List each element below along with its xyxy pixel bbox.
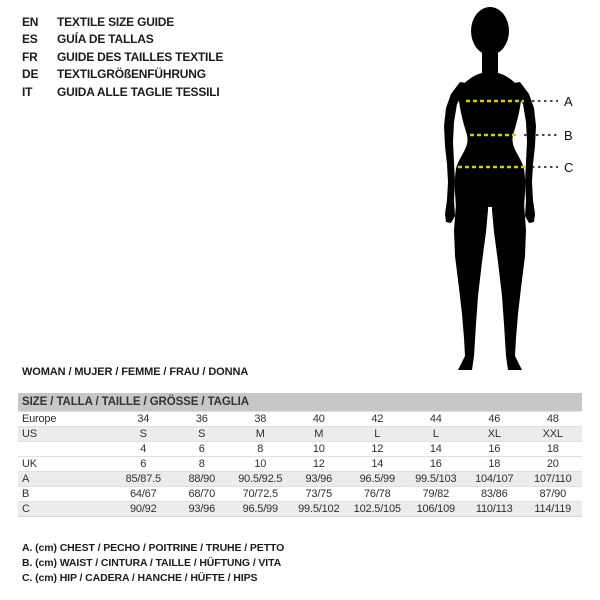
table-cell: 107/110 (524, 472, 583, 487)
table-cell: 14 (407, 442, 466, 457)
table-header-row (18, 393, 582, 412)
lang-code: IT (22, 84, 33, 99)
lang-row-de (22, 66, 223, 84)
table-row-us (18, 427, 582, 442)
size-figure (420, 4, 600, 376)
table-cell: 85/87.5 (114, 472, 173, 487)
group-title: WOMAN / MUJER / FEMME / FRAU / DONNA (22, 366, 249, 378)
table-cell: 20 (524, 457, 583, 472)
table-cell: 93/96 (173, 502, 232, 517)
language-title-block (22, 13, 223, 101)
lang-row-it (22, 83, 223, 101)
lang-row-en (22, 13, 223, 31)
row-label: Europe (18, 412, 114, 427)
table-cell: 36 (173, 412, 232, 427)
table-cell: 16 (465, 442, 524, 457)
table-cell: 64/67 (114, 487, 173, 502)
table-row-chest-a (18, 472, 582, 487)
table-cell: 10 (290, 442, 349, 457)
table-cell: 90.5/92.5 (231, 472, 290, 487)
table-cell: 114/119 (524, 502, 583, 517)
table-cell: M (231, 427, 290, 442)
table-cell: 8 (173, 457, 232, 472)
table-cell: L (348, 427, 407, 442)
table-cell: 6 (173, 442, 232, 457)
lang-code: ES (22, 32, 38, 47)
table-cell: L (407, 427, 466, 442)
row-label: B (18, 487, 114, 502)
lang-row-es (22, 31, 223, 49)
table-cell: S (114, 427, 173, 442)
table-cell: 68/70 (173, 487, 232, 502)
table-cell: 18 (465, 457, 524, 472)
woman-silhouette-icon (420, 4, 600, 376)
table-cell: 90/92 (114, 502, 173, 517)
table-header: SIZE / TALLA / TAILLE / GRÖSSE / TAGLIA (18, 393, 582, 412)
table-cell: 79/82 (407, 487, 466, 502)
row-label: C (18, 502, 114, 517)
table-cell: S (173, 427, 232, 442)
table-cell: 70/72.5 (231, 487, 290, 502)
table-cell: XXL (524, 427, 583, 442)
lang-title: TEXTILE SIZE GUIDE (57, 14, 175, 29)
table-cell: 76/78 (348, 487, 407, 502)
table-cell: 99.5/102 (290, 502, 349, 517)
table-cell: 106/109 (407, 502, 466, 517)
table-cell: 99.5/103 (407, 472, 466, 487)
table-cell: 40 (290, 412, 349, 427)
table-cell: 93/96 (290, 472, 349, 487)
size-table (18, 393, 582, 517)
table-cell: 34 (114, 412, 173, 427)
table-cell: 46 (465, 412, 524, 427)
table-cell: 42 (348, 412, 407, 427)
measurement-legend (22, 541, 284, 586)
lang-title: GUIDE DES TAILLES TEXTILE (57, 49, 224, 64)
table-cell: 18 (524, 442, 583, 457)
table-cell: 12 (348, 442, 407, 457)
table-cell: 83/86 (465, 487, 524, 502)
table-cell: 48 (524, 412, 583, 427)
row-label: UK (18, 457, 114, 472)
table-cell: M (290, 427, 349, 442)
table-row-us-numeric (18, 442, 582, 457)
table-cell: 87/90 (524, 487, 583, 502)
table-cell: 102.5/105 (348, 502, 407, 517)
lang-title: GUIDA ALLE TAGLIE TESSILI (57, 84, 220, 99)
row-label: A (18, 472, 114, 487)
table-cell: 96.5/99 (231, 502, 290, 517)
table-row-uk (18, 457, 582, 472)
table-row-waist-b (18, 487, 582, 502)
legend-item-waist: B. (cm) WAIST / CINTURA / TAILLE / HÜFTUNG / VITA (22, 557, 282, 569)
table-row-hip-c (18, 502, 582, 517)
lang-code: EN (22, 14, 39, 29)
table-cell: 12 (290, 457, 349, 472)
table-cell: 73/75 (290, 487, 349, 502)
table-cell: XL (465, 427, 524, 442)
lang-code: DE (22, 67, 39, 82)
legend-item-chest: A. (cm) CHEST / PECHO / POITRINE / TRUHE / PETTO (22, 542, 285, 554)
marker-label-b: B (564, 128, 573, 143)
table-cell: 16 (407, 457, 466, 472)
legend-item-hip: C. (cm) HIP / CADERA / HANCHE / HÜFTE / HIPS (22, 572, 258, 584)
table-cell: 10 (231, 457, 290, 472)
row-label (18, 442, 114, 457)
table-cell: 14 (348, 457, 407, 472)
lang-code: FR (22, 49, 38, 64)
silhouette-body (444, 7, 536, 370)
lang-row-fr (22, 48, 223, 66)
table-cell: 88/90 (173, 472, 232, 487)
table-cell: 6 (114, 457, 173, 472)
marker-label-c: C (564, 160, 574, 175)
table-cell: 44 (407, 412, 466, 427)
lang-title: GUÍA DE TALLAS (57, 32, 154, 47)
table-cell: 38 (231, 412, 290, 427)
row-label: US (18, 427, 114, 442)
table-cell: 110/113 (465, 502, 524, 517)
lang-title: TEXTILGRÖßENFÜHRUNG (57, 67, 206, 82)
table-cell: 4 (114, 442, 173, 457)
table-cell: 96.5/99 (348, 472, 407, 487)
table-cell: 104/107 (465, 472, 524, 487)
table-row-europe (18, 412, 582, 427)
table-cell: 8 (231, 442, 290, 457)
marker-label-a: A (564, 94, 573, 109)
